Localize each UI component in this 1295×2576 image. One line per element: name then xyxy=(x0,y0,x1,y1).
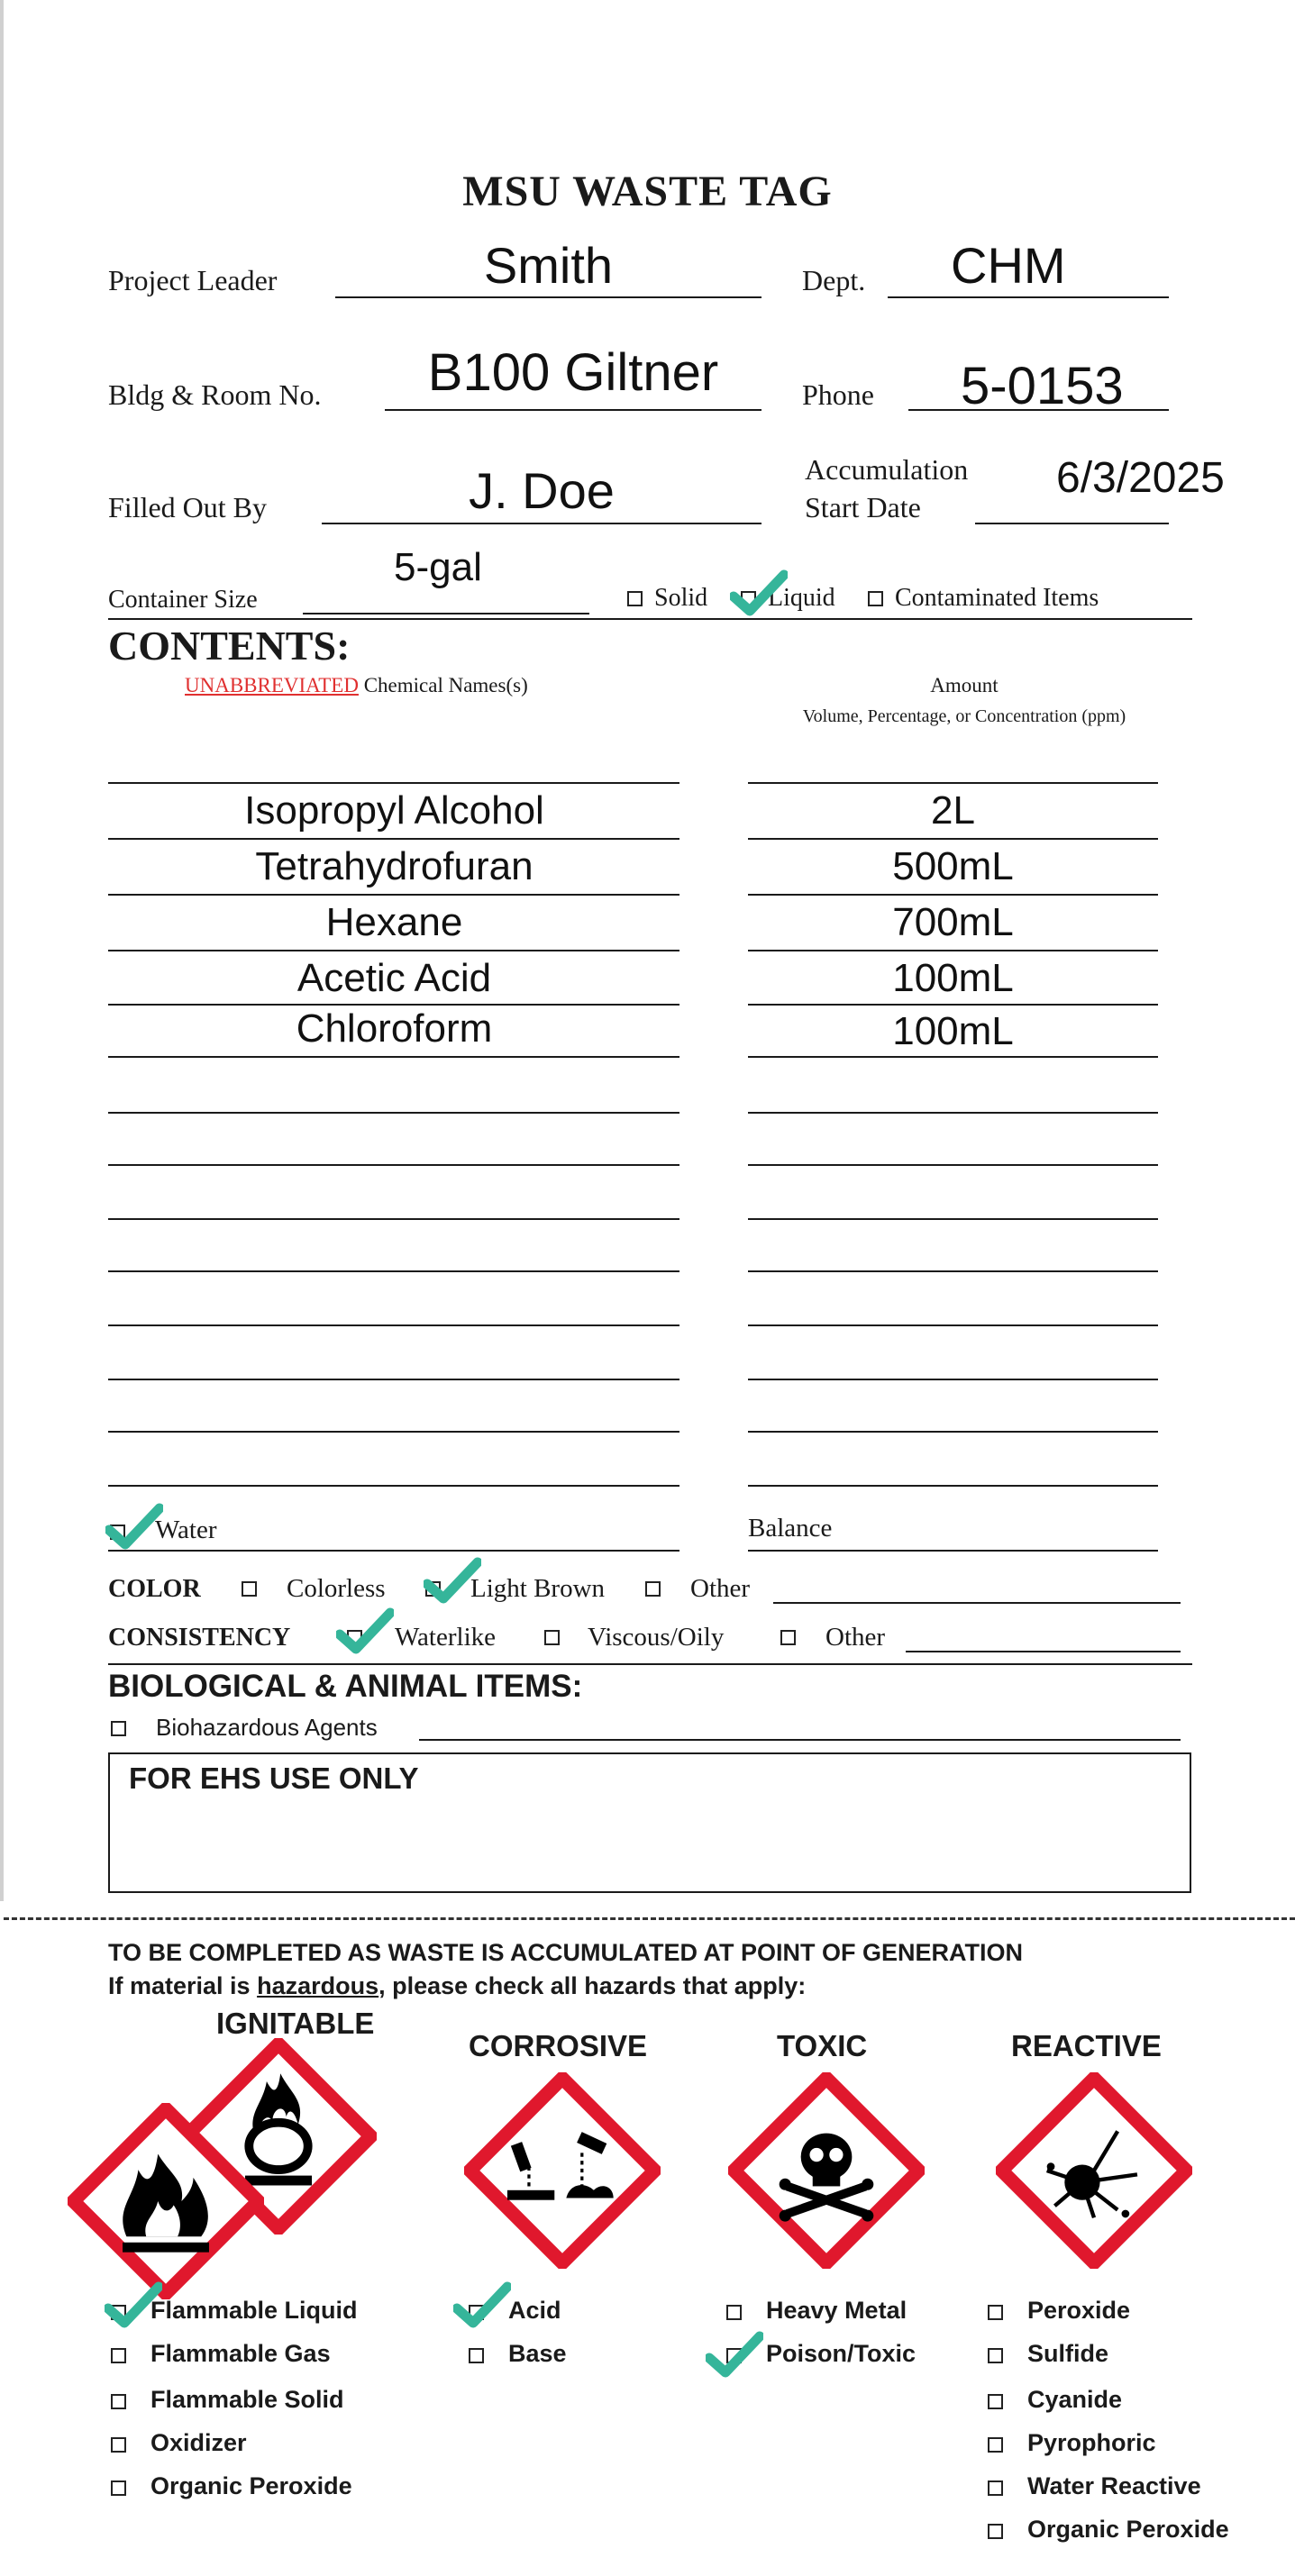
hazard-instruction-1: TO BE COMPLETED AS WASTE IS ACCUMULATED AT POINT OF GENERATION xyxy=(108,1939,1024,1966)
filled-out-by-field[interactable]: J. Doe xyxy=(469,462,615,519)
contaminated-items-checkbox[interactable] xyxy=(868,591,883,606)
chemical-name-line xyxy=(108,838,679,840)
start-date-line xyxy=(975,523,1169,524)
chemical-amount-line xyxy=(748,1112,1158,1114)
chemical-name-line xyxy=(108,1379,679,1380)
chemical-names-label: Chemical Names(s) xyxy=(358,674,528,696)
base-checkbox[interactable] xyxy=(469,2348,484,2363)
chemical-amount-line xyxy=(748,782,1158,784)
ehs-use-only-label: FOR EHS USE ONLY xyxy=(129,1761,419,1795)
chemical-amount-line xyxy=(748,1004,1158,1006)
pyrophoric-checkbox[interactable] xyxy=(988,2437,1003,2453)
peroxide-checkbox[interactable] xyxy=(988,2305,1003,2320)
project-leader-line xyxy=(335,296,761,298)
poison-toxic-check-icon xyxy=(706,2331,763,2378)
start-date-label: Start Date xyxy=(805,491,921,523)
bldg-room-field[interactable]: B100 Giltner xyxy=(427,343,719,402)
water-line xyxy=(108,1550,679,1552)
container-size-line xyxy=(303,613,589,614)
chemical-amount-3[interactable]: 700mL xyxy=(892,900,1014,944)
base-label: Base xyxy=(508,2340,567,2367)
consistency-other-label: Other xyxy=(825,1623,886,1652)
chemical-name-line xyxy=(108,1431,679,1433)
filled-out-by-label: Filled Out By xyxy=(108,491,268,523)
ignitable-heading: IGNITABLE xyxy=(216,2007,375,2040)
instruction-suffix: , please check all hazards that apply: xyxy=(378,1972,807,1999)
poison-toxic-label: Poison/Toxic xyxy=(766,2340,917,2367)
chemical-name-line xyxy=(108,1485,679,1487)
cyanide-label: Cyanide xyxy=(1027,2386,1123,2413)
waterlike-label: Waterlike xyxy=(395,1623,496,1652)
chemical-name-line xyxy=(108,1004,679,1006)
flammable-solid-label: Flammable Solid xyxy=(150,2386,344,2413)
chemical-name-5[interactable]: Chloroform xyxy=(296,1006,493,1051)
start-date-field[interactable]: 6/3/2025 xyxy=(1056,454,1225,502)
project-leader-field[interactable]: Smith xyxy=(483,237,614,294)
acid-check-icon xyxy=(453,2281,511,2328)
color-other-line xyxy=(773,1602,1181,1604)
heavy-metal-checkbox[interactable] xyxy=(726,2305,742,2320)
chemical-amount-5[interactable]: 100mL xyxy=(892,1009,1014,1053)
color-other-checkbox[interactable] xyxy=(645,1581,661,1597)
flammable-solid-checkbox[interactable] xyxy=(111,2394,126,2409)
corrosive-heading: CORROSIVE xyxy=(469,2029,648,2062)
phone-label: Phone xyxy=(802,378,874,411)
consistency-other-line xyxy=(906,1651,1181,1652)
unabbreviated-label: UNABBREVIATED xyxy=(185,674,359,696)
biological-divider xyxy=(108,1663,1192,1665)
instruction-prefix: If material is xyxy=(108,1972,258,1999)
reactive-heading: REACTIVE xyxy=(1011,2029,1162,2062)
biohazardous-agents-line xyxy=(419,1739,1181,1741)
chemical-name-line xyxy=(108,1164,679,1166)
flammable-gas-label: Flammable Gas xyxy=(150,2340,331,2367)
bldg-room-line xyxy=(385,409,761,411)
chemical-name-line xyxy=(108,1270,679,1272)
chemical-name-line xyxy=(108,1112,679,1114)
page-edge xyxy=(0,0,4,1901)
biohazardous-agents-label: Biohazardous Agents xyxy=(156,1714,378,1741)
chemical-amount-line xyxy=(748,1485,1158,1487)
chemical-amount-line xyxy=(748,1270,1158,1272)
chemical-amount-line xyxy=(748,950,1158,951)
dept-line xyxy=(888,296,1169,298)
bldg-room-label: Bldg & Room No. xyxy=(108,378,322,411)
chemical-name-line xyxy=(108,894,679,896)
color-label: COLOR xyxy=(108,1575,201,1603)
chemical-name-line xyxy=(108,1324,679,1326)
water-reactive-checkbox[interactable] xyxy=(988,2480,1003,2496)
organic-peroxide-reactive-checkbox[interactable] xyxy=(988,2524,1003,2539)
solid-label: Solid xyxy=(654,584,708,612)
chemical-name-2[interactable]: Tetrahydrofuran xyxy=(255,844,534,888)
viscous-oily-checkbox[interactable] xyxy=(544,1630,560,1645)
chemical-amount-2[interactable]: 500mL xyxy=(892,844,1014,888)
chemical-amount-line xyxy=(748,1164,1158,1166)
peroxide-label: Peroxide xyxy=(1027,2297,1131,2324)
flammable-liquid-label: Flammable Liquid xyxy=(150,2297,358,2324)
cut-line xyxy=(4,1917,1295,1920)
chemical-name-4[interactable]: Acetic Acid xyxy=(296,956,492,1000)
dept-field[interactable]: CHM xyxy=(951,237,1066,294)
water-reactive-label: Water Reactive xyxy=(1027,2472,1201,2499)
balance-label: Balance xyxy=(748,1514,833,1543)
liquid-label: Liquid xyxy=(768,584,835,612)
dept-label: Dept. xyxy=(802,264,866,296)
consistency-other-checkbox[interactable] xyxy=(780,1630,796,1645)
accumulation-label: Accumulation xyxy=(805,453,969,486)
skull-crossbones-icon xyxy=(728,2072,925,2269)
biohazardous-agents-checkbox[interactable] xyxy=(111,1721,126,1736)
colorless-label: Colorless xyxy=(287,1574,386,1603)
chemical-amount-line xyxy=(748,1324,1158,1326)
amount-column-subheader: Volume, Percentage, or Concentration (ppm) xyxy=(802,706,1126,726)
acid-label: Acid xyxy=(508,2297,561,2324)
flammable-liquid-check-icon xyxy=(105,2281,162,2328)
oxidizer-checkbox[interactable] xyxy=(111,2437,126,2453)
flame-icon xyxy=(68,2103,264,2299)
chemical-amount-line xyxy=(748,1431,1158,1433)
heavy-metal-label: Heavy Metal xyxy=(766,2297,907,2324)
colorless-checkbox[interactable] xyxy=(242,1581,257,1597)
chemical-amount-1[interactable]: 2L xyxy=(931,788,975,833)
filled-out-by-line xyxy=(322,523,761,524)
instruction-hazardous: hazardous xyxy=(257,1972,379,1999)
biological-heading: BIOLOGICAL & ANIMAL ITEMS: xyxy=(108,1669,583,1704)
amount-column-header: Amount xyxy=(930,674,999,696)
consistency-label: CONSISTENCY xyxy=(108,1624,291,1652)
chemical-name-line xyxy=(108,950,679,951)
container-size-field[interactable]: 5-gal xyxy=(394,545,482,589)
organic-peroxide-ignitable-checkbox[interactable] xyxy=(111,2480,126,2496)
chemical-name-line xyxy=(108,1056,679,1058)
flammable-gas-checkbox[interactable] xyxy=(111,2348,126,2363)
chemical-name-line xyxy=(108,782,679,784)
hazard-instruction-2 xyxy=(108,1972,806,2000)
container-size-label: Container Size xyxy=(108,586,258,614)
contents-heading: CONTENTS: xyxy=(108,623,351,669)
chemical-name-line xyxy=(108,1218,679,1220)
organic-peroxide-ignitable-label: Organic Peroxide xyxy=(150,2472,352,2499)
sulfide-label: Sulfide xyxy=(1027,2340,1109,2367)
exploding-bomb-icon xyxy=(996,2072,1192,2269)
chemical-amount-line xyxy=(748,1379,1158,1380)
light-brown-label: Light Brown xyxy=(470,1574,606,1603)
waterlike-check-icon xyxy=(336,1607,394,1654)
corrosion-icon xyxy=(464,2072,661,2269)
viscous-oily-label: Viscous/Oily xyxy=(588,1623,725,1652)
organic-peroxide-reactive-label: Organic Peroxide xyxy=(1027,2516,1229,2543)
phone-field[interactable]: 5-0153 xyxy=(961,357,1124,415)
water-label: Water xyxy=(155,1516,217,1544)
color-other-label: Other xyxy=(690,1574,751,1603)
chemical-amount-line xyxy=(748,1218,1158,1220)
oxidizer-label: Oxidizer xyxy=(150,2429,247,2456)
light-brown-check-icon xyxy=(424,1557,481,1604)
chemical-amount-line xyxy=(748,894,1158,896)
chemical-name-3[interactable]: Hexane xyxy=(325,900,463,944)
toxic-heading: TOXIC xyxy=(777,2029,868,2062)
form-title: MSU WASTE TAG xyxy=(462,168,833,215)
solid-checkbox[interactable] xyxy=(627,591,643,606)
chemical-amount-4[interactable]: 100mL xyxy=(892,956,1014,1000)
cyanide-checkbox[interactable] xyxy=(988,2394,1003,2409)
contaminated-items-label: Contaminated Items xyxy=(895,584,1099,612)
chemical-amount-line xyxy=(748,838,1158,840)
liquid-check-icon xyxy=(730,569,788,616)
balance-line xyxy=(748,1550,1158,1552)
sulfide-checkbox[interactable] xyxy=(988,2348,1003,2363)
names-column-header xyxy=(185,674,528,697)
water-check-icon xyxy=(105,1503,163,1550)
pyrophoric-label: Pyrophoric xyxy=(1027,2429,1156,2456)
chemical-amount-line xyxy=(748,1056,1158,1058)
project-leader-label: Project Leader xyxy=(108,264,278,296)
section-divider xyxy=(108,618,1192,620)
chemical-name-1[interactable]: Isopropyl Alcohol xyxy=(244,788,544,833)
